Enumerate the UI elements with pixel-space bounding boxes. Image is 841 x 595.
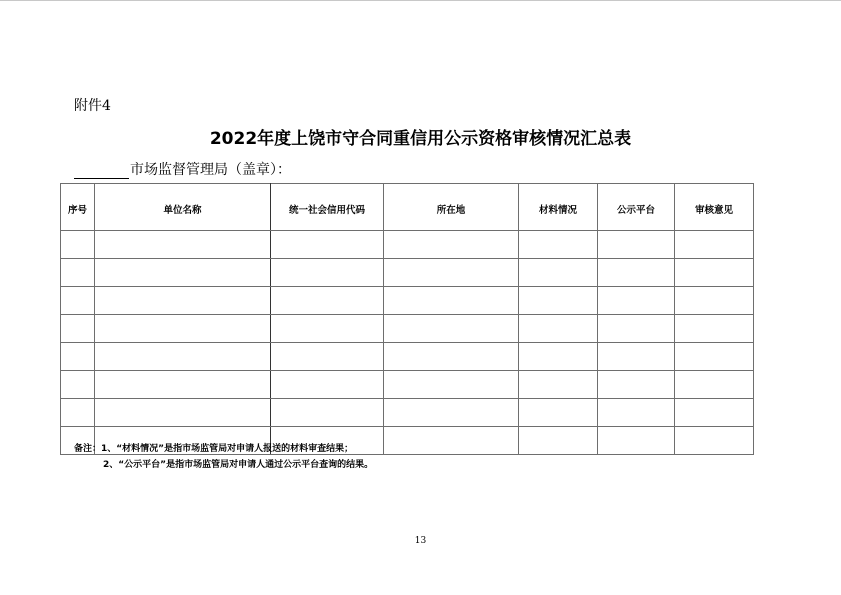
page-number: 13 (414, 536, 427, 546)
table-cell[interactable] (271, 371, 384, 399)
table-cell[interactable] (675, 399, 754, 427)
attachment-label: 附件4 (74, 98, 111, 114)
table-cell[interactable] (271, 315, 384, 343)
table-cell[interactable] (384, 371, 519, 399)
org-stamp-line (74, 159, 291, 179)
table-row (61, 343, 754, 371)
table-cell[interactable] (598, 427, 675, 455)
header-serial: 序号 (61, 184, 95, 231)
header-materials: 材料情况 (519, 184, 598, 231)
table-cell[interactable] (519, 287, 598, 315)
table-cell[interactable] (519, 427, 598, 455)
table-cell[interactable] (384, 343, 519, 371)
table-cell[interactable] (519, 343, 598, 371)
table-cell[interactable] (384, 399, 519, 427)
table-cell[interactable] (675, 371, 754, 399)
table-cell[interactable] (675, 427, 754, 455)
table-cell[interactable] (95, 399, 271, 427)
table-cell[interactable] (384, 231, 519, 259)
table-row (61, 399, 754, 427)
org-suffix: 市场监督管理局（盖章）： (130, 162, 291, 178)
table-cell[interactable] (271, 259, 384, 287)
table-cell[interactable] (61, 399, 95, 427)
page-top-border (0, 0, 841, 1)
table-cell[interactable] (598, 315, 675, 343)
table-cell[interactable] (271, 287, 384, 315)
table-cell[interactable] (61, 371, 95, 399)
table-cell[interactable] (95, 343, 271, 371)
table-row (61, 259, 754, 287)
table-cell[interactable] (598, 259, 675, 287)
table-cell[interactable] (95, 287, 271, 315)
table-cell[interactable] (519, 399, 598, 427)
table-cell[interactable] (519, 231, 598, 259)
table-cell[interactable] (61, 259, 95, 287)
table-row (61, 287, 754, 315)
table-row (61, 315, 754, 343)
table-row (61, 371, 754, 399)
table-body (61, 231, 754, 455)
table-cell[interactable] (519, 315, 598, 343)
header-platform: 公示平台 (598, 184, 675, 231)
table-cell[interactable] (675, 231, 754, 259)
header-opinion: 审核意见 (675, 184, 754, 231)
summary-table (60, 183, 754, 455)
table-cell[interactable] (519, 259, 598, 287)
table-cell[interactable] (384, 259, 519, 287)
table-cell[interactable] (675, 287, 754, 315)
table-cell[interactable] (61, 315, 95, 343)
table-cell[interactable] (95, 259, 271, 287)
table-cell[interactable] (675, 343, 754, 371)
header-credit-code: 统一社会信用代码 (271, 184, 384, 231)
table-header-row (61, 184, 754, 231)
table-cell[interactable] (384, 287, 519, 315)
org-name-blank (74, 164, 129, 179)
table-cell[interactable] (384, 315, 519, 343)
note-line-2: 2、“公示平台”是指市场监管局对申请人通过公示平台查询的结果。 (103, 460, 374, 470)
table-cell[interactable] (598, 399, 675, 427)
header-location: 所在地 (384, 184, 519, 231)
table-cell[interactable] (95, 315, 271, 343)
table-cell[interactable] (271, 399, 384, 427)
table-cell[interactable] (61, 287, 95, 315)
table-cell[interactable] (61, 343, 95, 371)
header-unit-name: 单位名称 (95, 184, 271, 231)
table-cell[interactable] (675, 259, 754, 287)
notes (74, 441, 373, 473)
table-row (61, 231, 754, 259)
table-cell[interactable] (598, 231, 675, 259)
document-title: 2022年度上饶市守合同重信用公示资格审核情况汇总表 (209, 129, 632, 149)
table-cell[interactable] (95, 231, 271, 259)
table-cell[interactable] (61, 231, 95, 259)
table-cell[interactable] (519, 371, 598, 399)
table-cell[interactable] (675, 315, 754, 343)
table-cell[interactable] (598, 371, 675, 399)
table-cell[interactable] (384, 427, 519, 455)
table-cell[interactable] (598, 287, 675, 315)
note-line-1: 备注：1、“材料情况”是指市场监管局对申请人报送的材料审查结果； (74, 444, 354, 454)
table-cell[interactable] (598, 343, 675, 371)
table-cell[interactable] (271, 343, 384, 371)
table-cell[interactable] (95, 371, 271, 399)
table-cell[interactable] (271, 231, 384, 259)
